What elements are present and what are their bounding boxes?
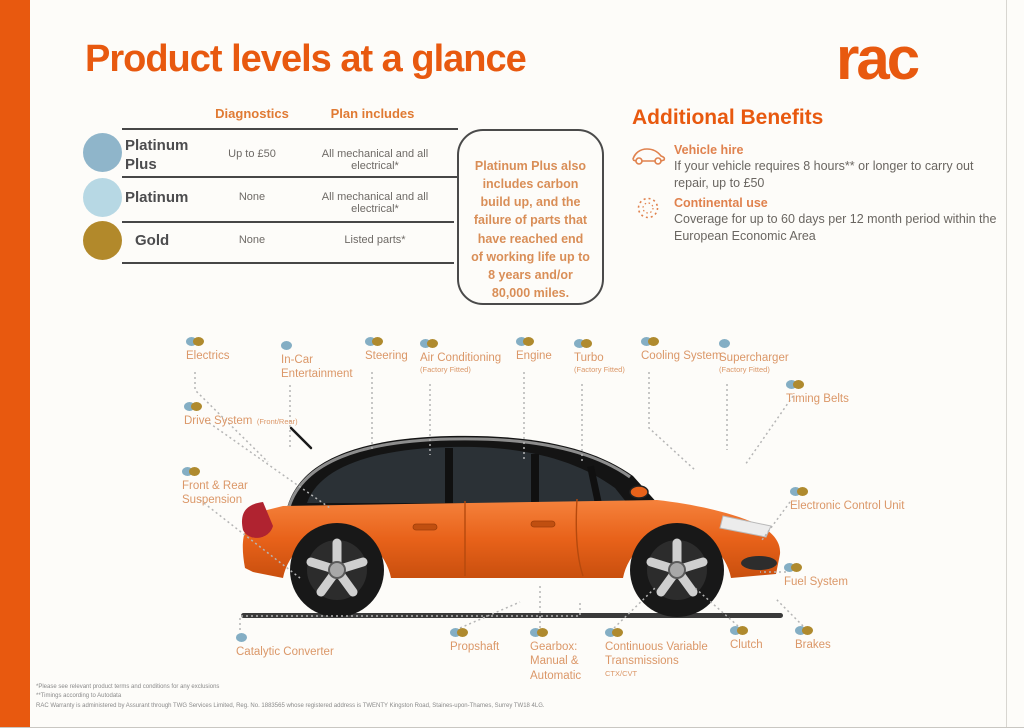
- tier-plan: All mechanical and all electrical*: [321, 148, 429, 172]
- tier-diagnostics: None: [238, 191, 266, 203]
- coverage-dots: [516, 336, 576, 346]
- part-label: Supercharger: [719, 352, 789, 364]
- part-catalytic-converter: [236, 632, 376, 659]
- benefit-title-vehicle-hire: Vehicle hire: [674, 143, 744, 157]
- part-label: Electronic Control Unit: [790, 500, 905, 512]
- col-header-plan-includes: Plan includes: [330, 106, 415, 121]
- coverage-dots: [784, 562, 874, 572]
- table-line: [122, 128, 458, 130]
- coverage-dots: [605, 627, 720, 637]
- platinum-plus-callout: [457, 129, 604, 305]
- coverage-dots: [186, 336, 266, 346]
- tier-diagnostics: None: [238, 234, 266, 246]
- footer-line: **Timings according to Autodata: [36, 693, 122, 700]
- coverage-dots: [795, 625, 855, 635]
- part-sublabel: (Factory Fitted): [420, 365, 471, 375]
- col-header-diagnostics: Diagnostics: [215, 106, 289, 121]
- page-title: Product levels at a glance: [85, 38, 526, 80]
- coverage-dots: [719, 338, 819, 348]
- part-timing-belts: [786, 379, 871, 406]
- coverage-dots: [786, 379, 871, 389]
- part-label: Electrics: [186, 350, 230, 362]
- part-continuous-variable-transmissions: [605, 627, 720, 678]
- part-engine: [516, 336, 576, 363]
- part-label: Cooling System: [641, 350, 722, 362]
- part-electronic-control-unit: [790, 486, 905, 513]
- tier-circle-gold: [83, 221, 122, 260]
- part-drive-system: [184, 401, 364, 429]
- tier-name: Platinum: [125, 189, 189, 206]
- part-fuel-system: [784, 562, 874, 589]
- coverage-dots: [182, 466, 277, 476]
- part-label: Air Conditioning: [420, 352, 502, 364]
- part-sublabel: (Front/Rear): [256, 417, 298, 426]
- front-wheel: [630, 523, 724, 617]
- part-label: Clutch: [730, 639, 763, 651]
- part-clutch: [730, 625, 790, 652]
- coverage-dots: [790, 486, 905, 496]
- tier-name: Platinum Plus: [125, 137, 189, 173]
- tier-name: Gold: [135, 232, 170, 249]
- coverage-dots: [730, 625, 790, 635]
- part-label: Continuous Variable Transmissions: [605, 641, 708, 668]
- callout-text: Platinum Plus also includes carbon build up, and the failure of parts that have reached end of working life up to 8 years and/or 80,000 miles.: [471, 159, 590, 300]
- part-brakes: [795, 625, 855, 652]
- benefit-body-vehicle-hire: If your vehicle requires 8 hours** or longer to carry out repair, up to £50: [674, 159, 974, 190]
- part-electrics: [186, 336, 266, 363]
- part-label: Gearbox: Manual & Automatic: [530, 641, 582, 682]
- table-line: [122, 176, 458, 178]
- tier-plan: Listed parts*: [344, 234, 406, 246]
- part-label: Engine: [516, 350, 552, 362]
- part-sublabel: (Factory Fitted): [719, 365, 770, 375]
- part-propshaft: [450, 627, 520, 654]
- benefit-body-continental-use: Coverage for up to 60 days per 12 month period within the European Economic Area: [674, 212, 997, 243]
- rear-wheel: [290, 523, 384, 617]
- rac-logo: rac: [836, 25, 918, 92]
- coverage-dots: [184, 401, 364, 411]
- coverage-dots: [450, 627, 520, 637]
- table-line: [122, 262, 454, 264]
- part-label: Drive System: [184, 415, 253, 427]
- tier-diagnostics: Up to £50: [228, 148, 276, 160]
- benefits-title: Additional Benefits: [632, 106, 824, 129]
- part-label: Timing Belts: [786, 393, 849, 405]
- part-label: Fuel System: [784, 576, 848, 588]
- part-sublabel: (Factory Fitted): [574, 365, 625, 375]
- part-label: Catalytic Converter: [236, 646, 334, 658]
- benefit-title-continental-use: Continental use: [674, 196, 768, 210]
- dotted-circle-icon: [636, 196, 660, 220]
- part-supercharger: [719, 338, 819, 374]
- table-line: [122, 221, 454, 223]
- part-front-rear-suspension: [182, 466, 277, 508]
- part-sublabel: CTX/CVT: [605, 668, 638, 678]
- tier-circle-platinum: [83, 178, 122, 217]
- coverage-dots: [530, 627, 600, 637]
- part-label: Steering: [365, 350, 408, 362]
- footer-line: RAC Warranty is administered by Assurant through TWG Services Limited, Reg. No. 1883565 whose registered address is TWENTY Kingston Road, Staines-upon-Thames, Surrey TW18 4LG.: [36, 702, 545, 709]
- coverage-dots: [236, 632, 376, 642]
- tier-plan: All mechanical and all electrical*: [321, 191, 429, 215]
- part-label: Front & Rear Suspension: [182, 480, 248, 507]
- footer-line: *Please see relevant product terms and conditions for any exclusions: [36, 684, 220, 690]
- footer-small-print: [36, 683, 545, 711]
- car-icon: [630, 146, 666, 166]
- part-gearbox: [530, 627, 600, 683]
- left-brand-bar: [0, 0, 30, 727]
- part-label: In-Car Entertainment: [281, 354, 353, 381]
- tier-circle-platinum-plus: [83, 133, 122, 172]
- part-label: Brakes: [795, 639, 831, 651]
- part-label: Turbo: [574, 352, 604, 364]
- page-edge-line: [1006, 0, 1007, 727]
- part-label: Propshaft: [450, 641, 500, 653]
- car-illustration: [225, 408, 790, 633]
